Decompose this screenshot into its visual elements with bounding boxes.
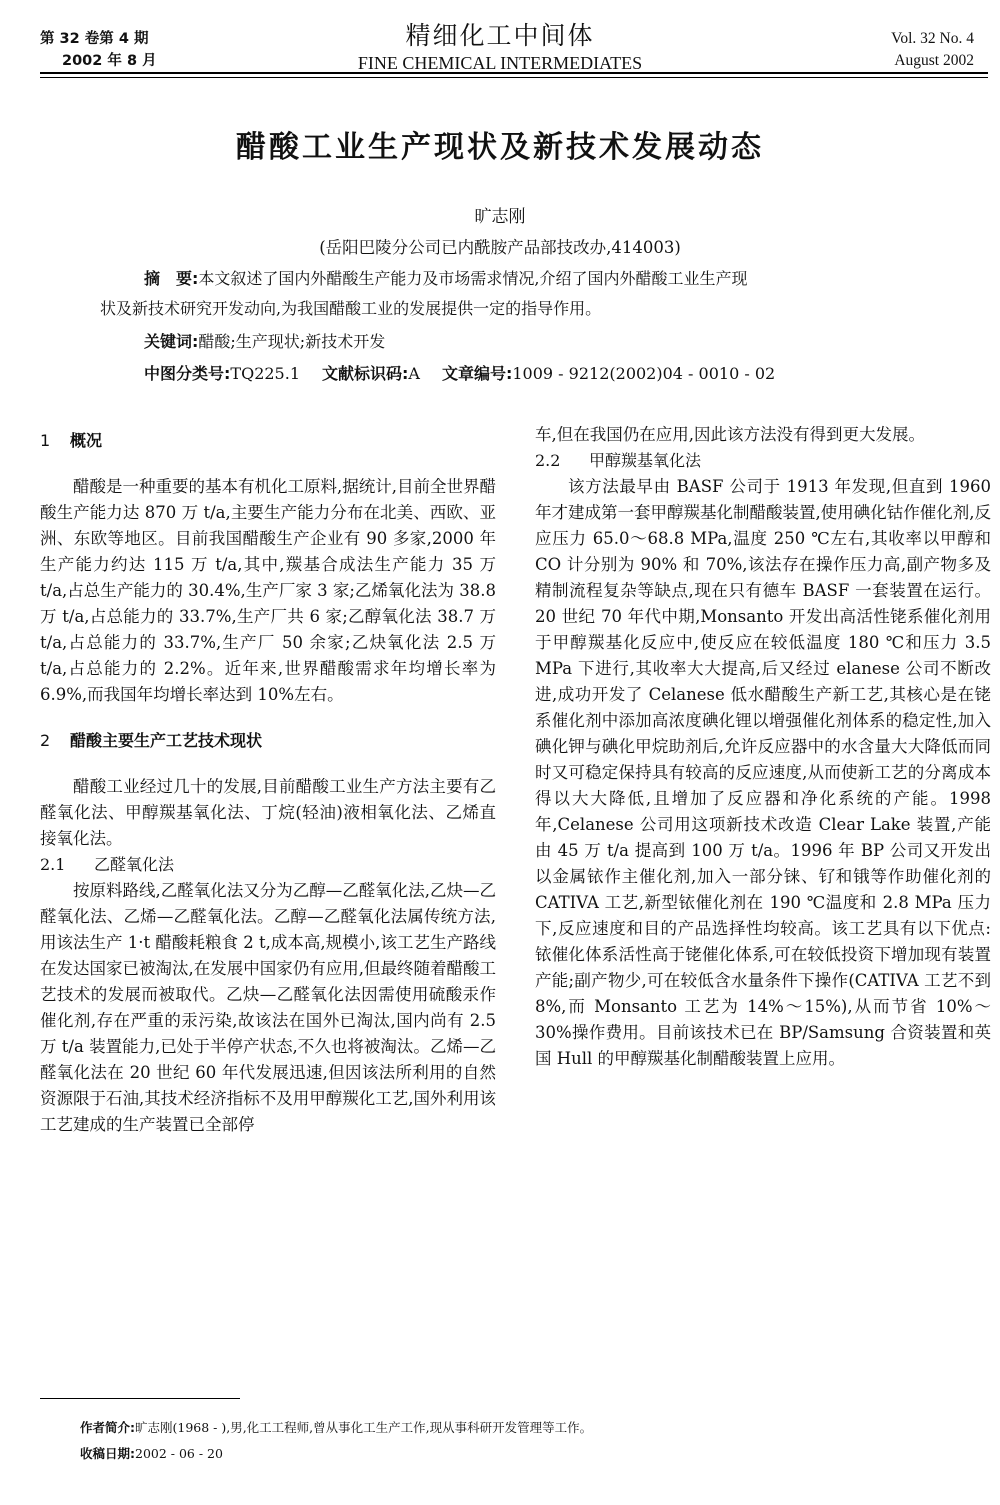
section-1-heading [40,428,496,454]
section-2-1-title: 乙醛氧化法 [94,855,175,874]
left-column [40,422,496,1138]
clc-code: TQ225.1 [230,364,300,383]
keywords-text: 醋酸;生产现状;新技术开发 [198,332,386,351]
received-date: 2002 - 06 - 20 [135,1446,223,1461]
clc-label: 中图分类号: [144,364,231,383]
section-2-paragraph: 醋酸工业经过几十的发展,目前醋酸工业生产方法主要有乙醛氧化法、甲醇羰基氧化法、丁烷(轻油)液相氧化法、乙烯直接氧化法。 [40,777,496,848]
author: 旷志刚 [474,207,526,227]
affiliation: (岳阳巴陵分公司已内酰胺产品部技改办,414003) [319,238,681,257]
section-2-title: 醋酸主要生产工艺技术现状 [70,731,263,750]
section-2-2-number: 2.2 [535,451,561,470]
section-2-2-heading [535,448,991,474]
section-1-paragraph: 醋酸是一种重要的基本有机化工原料,据统计,目前全世界醋酸生产能力达 870 万 t/a,主要生产能力分布在北美、西欧、亚洲、东欧等地区。目前我国醋酸生产企业有 90 多家,2000 年生产能力约达 115 万 t/a,其中,羰基合成法生产能力 35 万 t/a,占总生产能力的 30.4%,生产厂家 3 家;乙烯氧化法为 38.8 万 t/a,占总能力的 33.7%,生产厂共 6 家;乙醇氧化法 38.7 万 t/a,占总能力的 33.7%,生产厂 50 余家;乙炔氧化法 2.5 万 t/a,占总能力的 2.2%。近年来,世界醋酸需求年均增长率为 6.9%,而我国年均增长率达到 10%左右。 [40,477,496,704]
received-date-label: 收稿日期: [80,1446,135,1461]
section-2-1-heading [40,852,496,878]
paper-title: 醋酸工业生产现状及新技术发展动态 [236,130,764,165]
right-column [535,422,991,1072]
abstract-line2: 状及新技术研究开发动向,为我国醋酸工业的发展提供一定的指导作用。 [100,299,602,318]
author-bio-text: 旷志刚(1968 - ),男,化工工程师,曾从事化工生产工作,现从事科研开发管理等工作。 [135,1420,593,1435]
section-2-1-paragraph: 按原料路线,乙醛氧化法又分为乙醇—乙醛氧化法,乙炔—乙醛氧化法、乙烯—乙醛氧化法。乙醇—乙醛氧化法属传统方法,用该法生产 1·t 醋酸耗粮食 2 t,成本高,规模小,该工艺生产路线在发达国家已被淘汰,在发展中国家仍有应用,但最终随着醋酸工艺技术的发展而被取代。乙炔—乙醛氧化法因需使用硫酸汞作催化剂,存在严重的汞污染,故该法在国外已淘汰,国内尚有 2.5 万 t/a 装置能力,已处于半停产状态,不久也将被淘汰。乙烯—乙醛氧化法在 20 世纪 60 年代发展迅速,但因该法所利用的自然资源限于石油,其技术经济指标不及用甲醇羰化工艺,国外利用该工艺建成的生产装置已全部停 [40,881,496,1134]
section-2-1-number: 2.1 [40,855,66,874]
section-1-number: 1 [40,431,51,450]
date-cn: 2002 年 8 月 [62,53,157,69]
section-2-1-continued: 车,但在我国仍在应用,因此该方法没有得到更大发展。 [535,425,925,444]
keywords-label: 关键词: [144,332,199,351]
keywords [144,328,385,356]
section-1-title: 概况 [70,431,103,450]
section-2-number: 2 [40,731,51,750]
section-2-heading [40,728,496,754]
journal-name-cn: 精细化工中间体 [405,21,595,50]
abstract-label: 摘 要: [144,269,199,288]
article-number: 1009 - 9212(2002)04 - 0010 - 02 [512,364,776,383]
abstract [100,264,940,324]
author-bio-label: 作者简介: [80,1420,135,1435]
footnote-rule [40,1398,240,1399]
issue-cn: 第 32 卷第 4 期 [40,31,149,47]
abstract-line1: 本文叙述了国内外醋酸生产能力及市场需求情况,介绍了国内外醋酸工业生产现 [198,269,748,288]
header-rule-thin [40,77,988,78]
journal-name-en: FINE CHEMICAL INTERMEDIATES [357,53,643,73]
header-center [0,20,1000,74]
doc-code: A [408,364,420,383]
doc-code-label: 文献标识码: [322,364,409,383]
section-2-2-paragraph: 该方法最早由 BASF 公司于 1913 年发现,但直到 1960 年才建成第一套甲醇羰基化制醋酸装置,使用碘化钴作催化剂,反应压力 65.0～68.8 MPa,温度 250 ℃左右,其收率以甲醇和 CO 计分别为 90% 和 70%,该法存在操作压力高,副产物多及精制流程复杂等缺点,现在只有德车 BASF 一套装置在运行。20 世纪 70 年代中期,Monsanto 开发出高活性铑系催化剂用于甲醇羰基化反应中,使反应在较低温度 180 ℃和压力 3.5 MPa 下进行,其收率大大提高,后又经过 elanese 公司不断改进,成功开发了 Celanese 低水醋酸生产新工艺,其核心是在铑系催化剂中添加高浓度碘化锂以增强催化剂体系的稳定性,加入碘化钾与碘化甲烷助剂后,允许反应器中的水含量大大降低而同时又可稳定保持具有较高的反应速度,从而使新工艺的分离成本得以大大降低,且增加了反应器和净化系统的产能。1998 年,Celanese 公司用这项新技术改造 Clear Lake 装置,产能由 45 万 t/a 提高到 100 万 t/a。1996 年 BP 公司又开发出以金属铱作主催化剂,加入一部分铼、钌和锇等作助催化剂的 CATIVA 工艺,新型铱催化剂在 190 ℃温度和 2.8 MPa 压力下,反应速度和目的产品选择性均较高。该工艺具有以下优点:铱催化体系活性高于铑催化体系,可在较低投资下增加现有装置产能;副产物少,可在较低含水量条件下操作(CATIVA 工艺不到 8%,而 Monsanto 工艺为 14%～15%),从而节省 10%～30%操作费用。目前该技术已在 BP/Samsung 合资装置和英国 Hull 的甲醇羰基化制醋酸装置上应用。 [535,477,991,1068]
author-bio-footnote [80,1418,592,1438]
classification-line [144,360,775,388]
section-2-2-title: 甲醇羰基氧化法 [589,451,702,470]
received-date-footnote [80,1444,223,1464]
header-rule [40,72,988,74]
article-number-label: 文章编号: [441,364,513,383]
date-en: August 2002 [894,52,974,69]
issue-en: Vol. 32 No. 4 [891,30,974,47]
header-right [891,28,974,72]
